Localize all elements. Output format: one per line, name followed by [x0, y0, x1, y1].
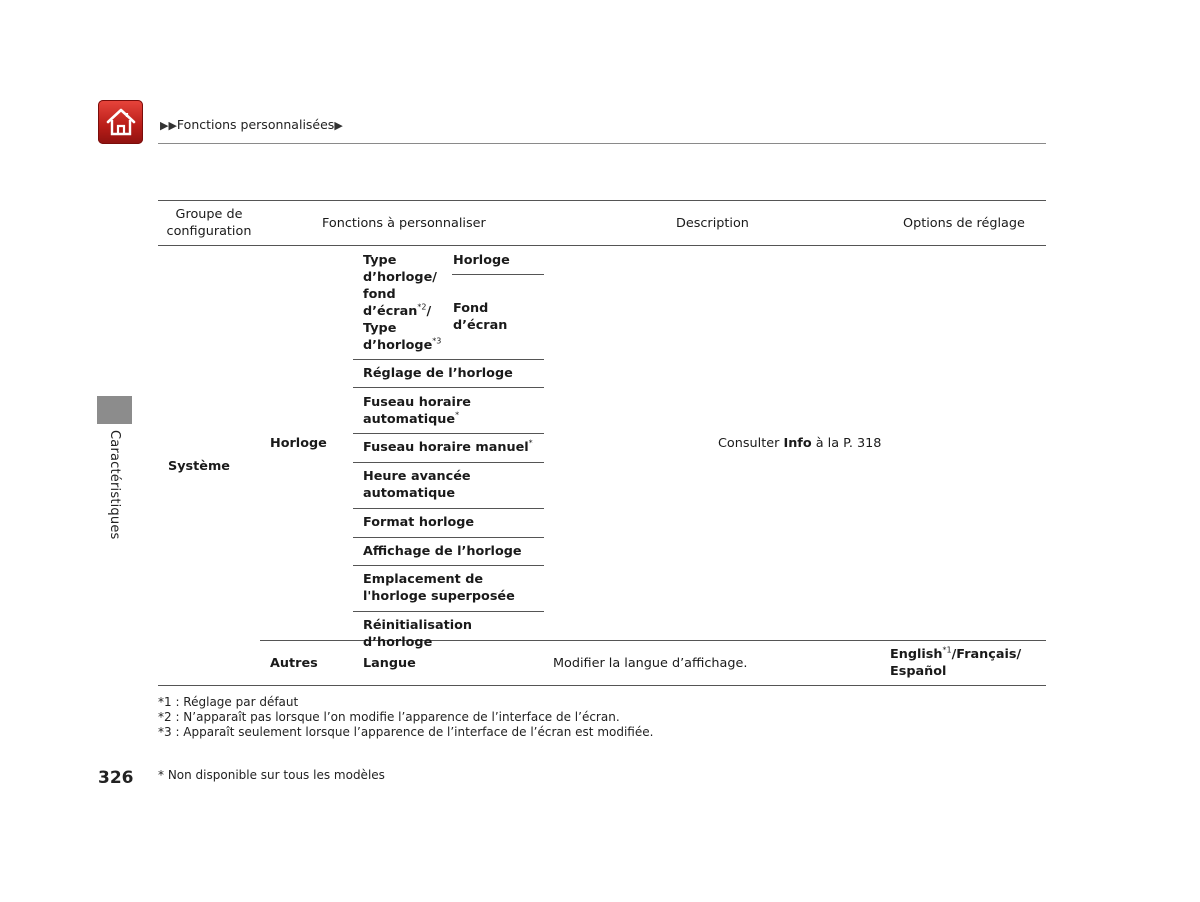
header-functions: Fonctions à personnaliser: [322, 216, 486, 231]
table-top-rule: [158, 200, 1046, 201]
clock-type-label-a: Type d’horloge/ fond d’écran: [363, 253, 437, 319]
function-row: Format horloge: [363, 515, 475, 530]
row-rule: [353, 387, 544, 388]
clock-type-option-fond: Fond d’écran: [453, 301, 508, 333]
footnote-ref: *3: [432, 336, 442, 346]
langue-description: Modifier la langue d’affichage.: [553, 656, 748, 671]
footnote-ref: *1: [942, 645, 952, 655]
header-group: Groupe de configuration: [166, 207, 252, 239]
group-systeme: Système: [168, 459, 230, 474]
row-rule: [353, 359, 544, 360]
house-icon: [105, 107, 137, 137]
row-rule: [353, 537, 544, 538]
footnote-1: *1 : Réglage par défaut: [158, 695, 299, 709]
function-row: Fuseau horaire automatique*: [363, 395, 471, 427]
page-number: 326: [98, 768, 134, 788]
section-tab-marker: [97, 396, 132, 424]
footnote-3: *3 : Apparaît seulement lorsque l’apparence de l’interface de l’écran est modifiée.: [158, 725, 654, 739]
clock-type-label-b: / Type d’horloge: [363, 304, 433, 353]
function-row: Affichage de l’horloge: [363, 544, 522, 559]
info-reference[interactable]: Info: [783, 436, 812, 451]
availability-note: * Non disponible sur tous les modèles: [158, 768, 385, 782]
header-description: Description: [676, 216, 749, 231]
footnote-ref: *2: [417, 302, 427, 312]
home-icon[interactable]: [98, 100, 143, 144]
function-row: Réglage de l’horloge: [363, 366, 513, 381]
row-rule: [353, 508, 544, 509]
triangle-right-icon: ▶: [334, 119, 343, 132]
header-divider: [158, 143, 1046, 144]
subgroup-horloge: Horloge: [270, 436, 327, 451]
horloge-description: Consulter Info à la P. 318: [718, 436, 882, 451]
function-row: Emplacement de l'horloge superposée: [363, 572, 515, 604]
triangle-right-icon: ▶▶: [160, 119, 177, 132]
row-rule: [353, 462, 544, 463]
row-rule: [452, 274, 544, 275]
subgroup-autres: Autres: [270, 656, 318, 671]
row-rule: [353, 433, 544, 434]
function-row: Heure avancée automatique: [363, 469, 471, 501]
langue-options: English$^{*1}$/Français/ Español: [890, 645, 1022, 679]
clock-type-label: [363, 252, 445, 354]
row-rule: [353, 611, 544, 612]
section-tab-label: Caractéristiques: [107, 430, 122, 540]
breadcrumb-label: Fonctions personnalisées: [176, 117, 335, 132]
row-rule: [353, 565, 544, 566]
table-bottom-rule: [158, 685, 1046, 686]
function-row: Fuseau horaire manuel*: [363, 438, 533, 455]
clock-type-option-horloge: Horloge: [453, 253, 510, 268]
function-langue: Langue: [363, 656, 416, 671]
breadcrumb[interactable]: [160, 117, 343, 132]
function-row: Réinitialisation d’horloge: [363, 618, 472, 650]
header-options: Options de réglage: [903, 216, 1025, 231]
footnote-2: *2 : N’apparaît pas lorsque l’on modifie l’apparence de l’interface de l’écran.: [158, 710, 620, 724]
header-bottom-rule: [158, 245, 1046, 246]
